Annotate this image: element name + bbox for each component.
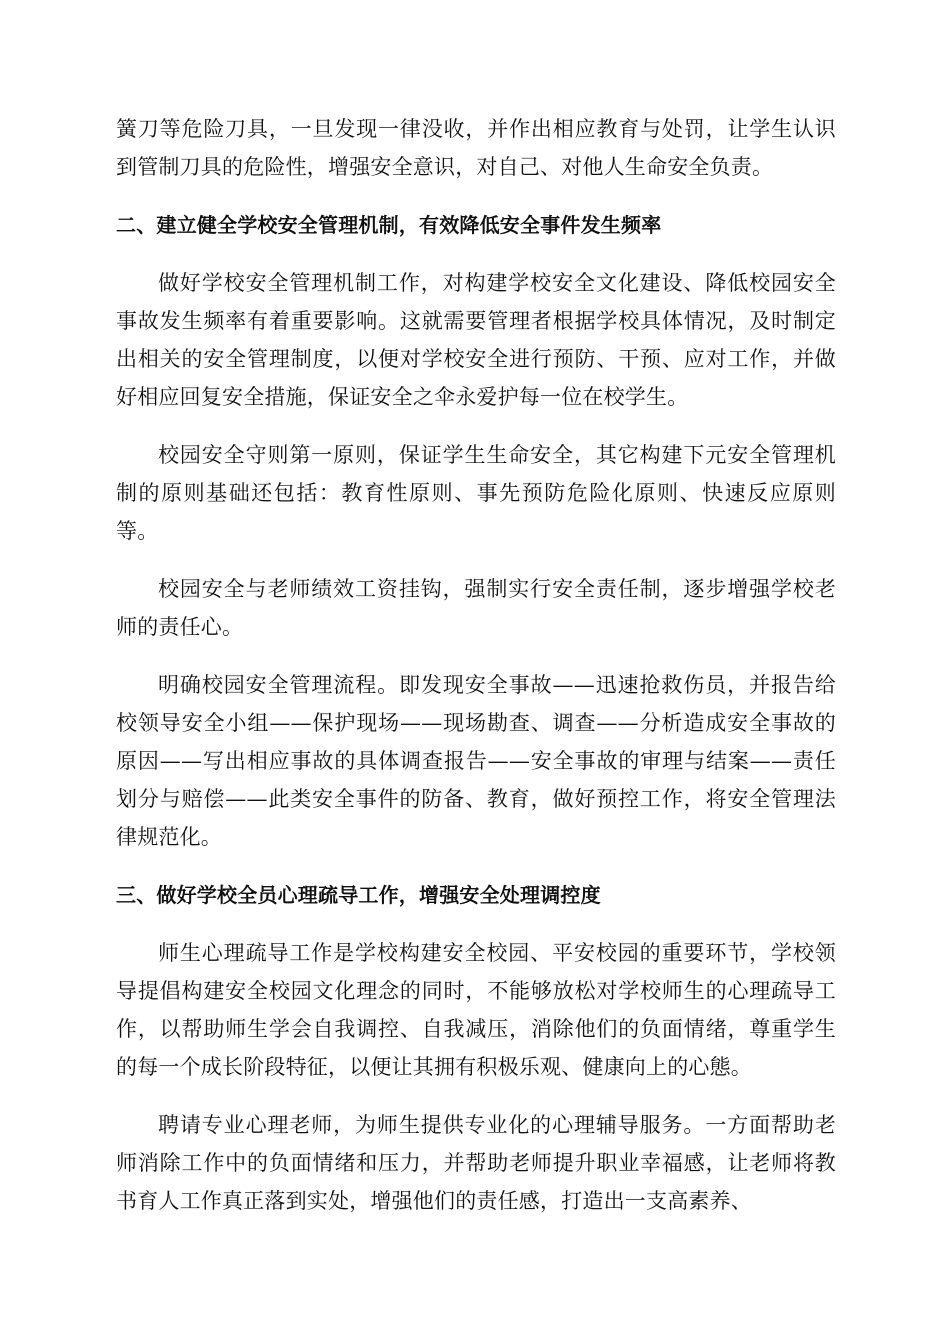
paragraph-responsibility: 校园安全与老师绩效工资挂钩，强制实行安全责任制，逐步增强学校老师的责任心。 <box>116 577 836 639</box>
paragraph-continuation: 簧刀等危险刀具，一旦发现一律没收，并作出相应教育与处罚，让学生认识到管制刀具的危险性，增强安全意识，对自己、对他人生命安全负责。 <box>116 117 836 179</box>
section-heading-3: 三、做好学校全员心理疏导工作，增强安全处理调控度 <box>116 883 601 907</box>
paragraph-professional-teacher: 聘请专业心理老师，为师生提供专业化的心理辅导服务。一方面帮助老师消除工作中的负面情绪和压力，并帮助老师提升职业幸福感，让老师将教书育人工作真正落到实处，增强他们的责任感，打造出一支高素养、 <box>116 1113 836 1213</box>
paragraph-process: 明确校园安全管理流程。即发现安全事故——迅速抢救伤员，并报告给校领导安全小组——保护现场——现场勘查、调查——分析造成安全事故的原因——写出相应事故的具体调查报告——安全事故的审理与结案——责任划分与赔偿——此类安全事件的防备、教育，做好预控工作，将安全管理法律规范化。 <box>116 673 836 849</box>
paragraph-principles: 校园安全守则第一原则，保证学生生命安全，其它构建下元安全管理机制的原则基础还包括：教育性原则、事先预防危险化原则、快速反应原则等。 <box>116 443 836 543</box>
document-body <box>116 110 836 1240</box>
paragraph-mechanism-intro: 做好学校安全管理机制工作，对构建学校安全文化建设、降低校园安全事故发生频率有着重要影响。这就需要管理者根据学校具体情况，及时制定出相关的安全管理制度，以便对学校安全进行预防、干预、应对工作，并做好相应回复安全措施，保证安全之伞永爱护每一位在校学生。 <box>116 271 836 409</box>
section-heading-2: 二、建立健全学校安全管理机制，有效降低安全事件发生频率 <box>116 213 662 237</box>
paragraph-counseling: 师生心理疏导工作是学校构建安全校园、平安校园的重要环节，学校领导提倡构建安全校园文化理念的同时，不能够放松对学校师生的心理疏导工作，以帮助师生学会自我调控、自我减压，消除他们的负面情绪，尊重学生的每一个成长阶段特征，以便让其拥有积极乐观、健康向上的心態。 <box>116 941 836 1079</box>
